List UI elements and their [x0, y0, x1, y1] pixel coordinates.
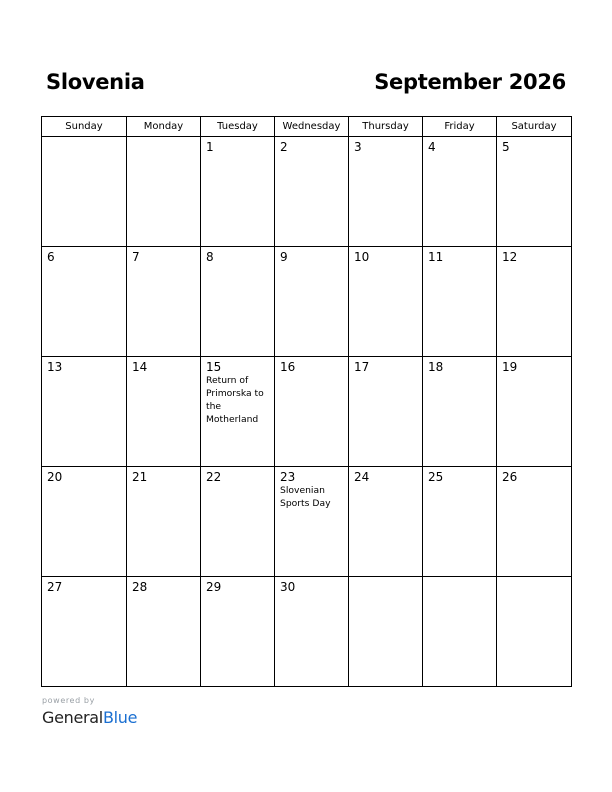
- month-year-title: September 2026: [374, 70, 566, 94]
- day-number: 11: [428, 250, 444, 264]
- day-number: 28: [132, 580, 148, 594]
- footer: [42, 696, 137, 728]
- week-row-2: [42, 247, 572, 357]
- day-cell: [275, 137, 349, 247]
- day-cell: [497, 357, 572, 467]
- day-number: 15: [206, 360, 222, 374]
- day-number: 16: [280, 360, 296, 374]
- day-cell: [349, 577, 423, 687]
- day-cell: [423, 467, 497, 577]
- day-number: 25: [428, 470, 444, 484]
- day-cell: [127, 577, 201, 687]
- day-number: 18: [428, 360, 444, 374]
- day-cell: [42, 357, 127, 467]
- day-cell: [423, 247, 497, 357]
- week-row-1: [42, 137, 572, 247]
- day-number: 27: [47, 580, 63, 594]
- weekday-thursday: Thursday: [349, 117, 423, 137]
- country-title: Slovenia: [46, 70, 145, 94]
- day-number: 2: [280, 140, 288, 154]
- day-cell: [201, 467, 275, 577]
- week-row-5: [42, 577, 572, 687]
- powered-by-text: powered by: [42, 696, 95, 705]
- day-number: 3: [354, 140, 362, 154]
- day-number: 21: [132, 470, 148, 484]
- day-cell: [201, 137, 275, 247]
- logo-text-general: General: [42, 708, 103, 727]
- day-cell: [497, 467, 572, 577]
- day-cell: [497, 137, 572, 247]
- day-number: 12: [502, 250, 518, 264]
- weekday-saturday: Saturday: [497, 117, 572, 137]
- weekday-monday: Monday: [127, 117, 201, 137]
- day-number: 10: [354, 250, 370, 264]
- day-number: 5: [502, 140, 510, 154]
- calendar-header: [46, 70, 566, 100]
- weekday-sunday: Sunday: [42, 117, 127, 137]
- weekday-friday: Friday: [423, 117, 497, 137]
- day-number: 7: [132, 250, 140, 264]
- day-cell: [42, 577, 127, 687]
- day-cell: [42, 137, 127, 247]
- calendar-grid: [41, 116, 572, 687]
- day-cell-holiday: [201, 357, 275, 467]
- week-row-3: [42, 357, 572, 467]
- day-cell: [42, 247, 127, 357]
- day-cell: [497, 247, 572, 357]
- generalblue-logo[interactable]: [42, 708, 137, 728]
- day-number: 26: [502, 470, 518, 484]
- logo-text-blue: Blue: [102, 708, 138, 727]
- day-number: 29: [206, 580, 222, 594]
- day-number: 20: [47, 470, 63, 484]
- day-cell: [423, 137, 497, 247]
- day-number: 14: [132, 360, 148, 374]
- day-cell-holiday: [275, 467, 349, 577]
- day-cell: [349, 467, 423, 577]
- day-number: 30: [280, 580, 296, 594]
- day-number: 22: [206, 470, 222, 484]
- day-number: 9: [280, 250, 288, 264]
- day-number: 19: [502, 360, 518, 374]
- day-number: 17: [354, 360, 370, 374]
- day-cell: [349, 137, 423, 247]
- day-number: 23: [280, 470, 296, 484]
- weekday-header-row: [42, 117, 572, 137]
- day-cell: [349, 357, 423, 467]
- day-cell: [42, 467, 127, 577]
- day-number: 13: [47, 360, 63, 374]
- holiday-label: Return of Primorska to the Motherland: [206, 375, 264, 425]
- day-cell: [423, 577, 497, 687]
- holiday-label: Slovenian Sports Day: [280, 485, 331, 509]
- week-row-4: [42, 467, 572, 577]
- day-cell: [497, 577, 572, 687]
- day-number: 6: [47, 250, 55, 264]
- day-cell: [275, 577, 349, 687]
- day-number: 24: [354, 470, 370, 484]
- day-cell: [349, 247, 423, 357]
- day-cell: [201, 247, 275, 357]
- weekday-wednesday: Wednesday: [275, 117, 349, 137]
- day-cell: [127, 467, 201, 577]
- day-number: 8: [206, 250, 214, 264]
- day-cell: [127, 247, 201, 357]
- day-cell: [201, 577, 275, 687]
- day-number: 4: [428, 140, 436, 154]
- day-number: 1: [206, 140, 214, 154]
- day-cell: [275, 247, 349, 357]
- day-cell: [127, 137, 201, 247]
- day-cell: [423, 357, 497, 467]
- day-cell: [127, 357, 201, 467]
- day-cell: [275, 357, 349, 467]
- weekday-tuesday: Tuesday: [201, 117, 275, 137]
